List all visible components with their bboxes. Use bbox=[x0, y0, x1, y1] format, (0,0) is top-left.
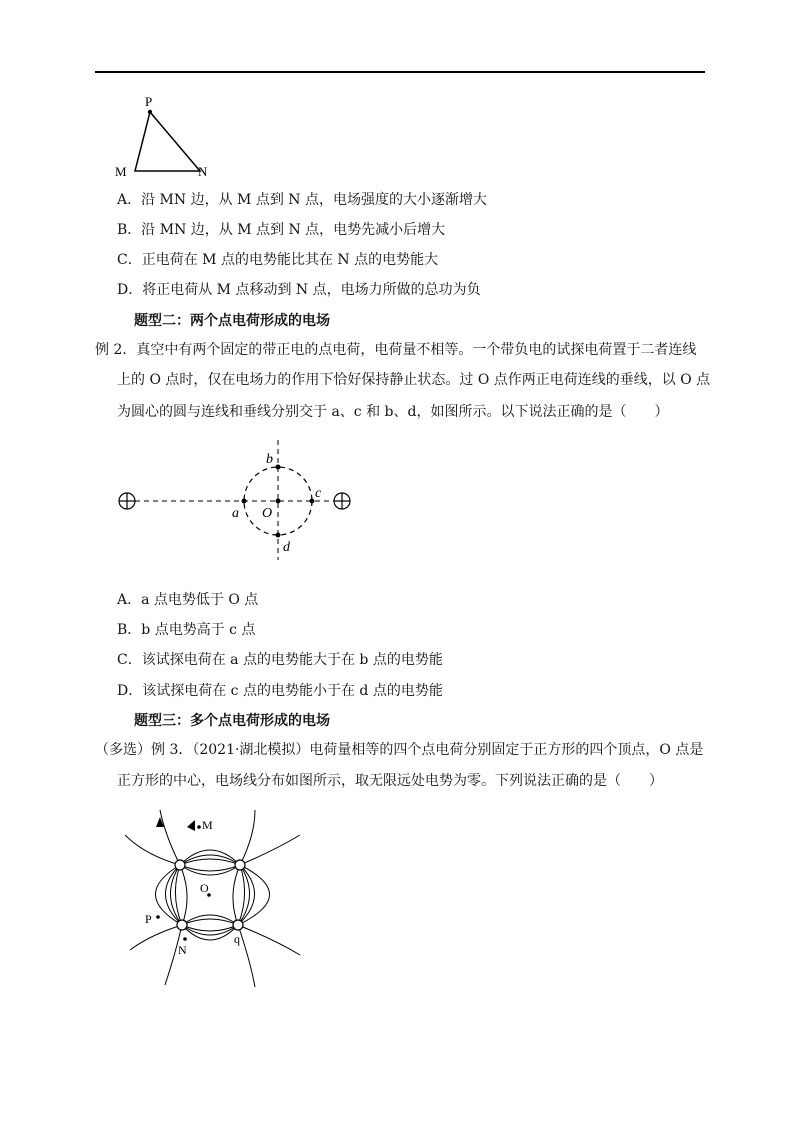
section-three-heading: 题型三：多个点电荷形成的电场 bbox=[134, 713, 330, 729]
q1-option-d: D．将正电荷从 M 点移动到 N 点，电场力所做的总功为负 bbox=[117, 282, 481, 298]
point-n bbox=[183, 937, 187, 941]
point-p bbox=[148, 110, 152, 114]
label-o: O bbox=[200, 881, 209, 895]
label-d: d bbox=[283, 540, 290, 555]
two-charge-figure bbox=[110, 435, 360, 565]
q2-option-c: C．该试探电荷在 a 点的电势能大于在 b 点的电势能 bbox=[117, 652, 443, 668]
point-b bbox=[276, 465, 281, 470]
q2-option-a: A．a 点电势低于 O 点 bbox=[117, 592, 259, 608]
q1-option-a: A．沿 MN 边，从 M 点到 N 点，电场强度的大小逐渐增大 bbox=[117, 192, 487, 208]
label-m: M bbox=[115, 164, 127, 179]
charge-top-left bbox=[175, 860, 185, 870]
q2-stem-line-1: 例 2．真空中有两个固定的带正电的点电荷，电荷量不相等。一个带负电的试探电荷置于二者连线 bbox=[95, 342, 697, 358]
point-d bbox=[276, 533, 281, 538]
positive-charge-right bbox=[334, 493, 350, 509]
triangle-figure bbox=[105, 90, 225, 185]
q1-option-c: C．正电荷在 M 点的电势能比其在 N 点的电势能大 bbox=[117, 252, 439, 268]
q3-stem-line-1: （多选）例 3．（2021·湖北模拟）电荷量相等的四个点电荷分别固定于正方形的四个顶点，O 点是 bbox=[95, 742, 704, 758]
charge-bottom-left bbox=[177, 920, 187, 930]
point-c bbox=[310, 499, 315, 504]
q2-option-d: D．该试探电荷在 c 点的电势能小于在 d 点的电势能 bbox=[117, 683, 443, 699]
label-a: a bbox=[232, 506, 239, 521]
q1-option-b: B．沿 MN 边，从 M 点到 N 点，电势先减小后增大 bbox=[117, 222, 446, 238]
point-o bbox=[276, 499, 281, 504]
positive-charge-left bbox=[119, 493, 135, 509]
point-p bbox=[156, 915, 160, 919]
field-lines bbox=[125, 810, 300, 987]
label-b: b bbox=[266, 452, 273, 467]
label-p: P bbox=[145, 94, 153, 109]
charge-top-right bbox=[235, 860, 245, 870]
point-m bbox=[197, 825, 201, 829]
four-charge-field-figure bbox=[125, 805, 310, 995]
header-rule bbox=[95, 71, 705, 73]
label-n: N bbox=[178, 943, 187, 957]
charge-bottom-right bbox=[233, 920, 243, 930]
q2-stem-line-2: 上的 O 点时，仅在电场力的作用下恰好保持静止状态。过 O 点作两正电荷连线的垂线，以 O 点 bbox=[117, 372, 711, 388]
q2-option-b: B．b 点电势高于 c 点 bbox=[117, 622, 256, 638]
q2-stem-line-3: 为圆心的圆与连线和垂线分别交于 a、c 和 b、d，如图所示。以下说法正确的是（ ） bbox=[117, 404, 669, 420]
label-o: O bbox=[262, 506, 273, 521]
triangle-mnp bbox=[135, 112, 200, 171]
label-m: M bbox=[202, 818, 213, 832]
q3-stem-line-2: 正方形的中心，电场线分布如图所示，取无限远处电势为零。下列说法正确的是（ ） bbox=[117, 773, 663, 789]
section-two-heading: 题型二：两个点电荷形成的电场 bbox=[134, 313, 330, 329]
label-n: N bbox=[198, 164, 208, 179]
point-a bbox=[242, 499, 247, 504]
label-c: c bbox=[315, 486, 322, 501]
label-q: q bbox=[234, 932, 240, 946]
label-p: P bbox=[145, 912, 152, 926]
